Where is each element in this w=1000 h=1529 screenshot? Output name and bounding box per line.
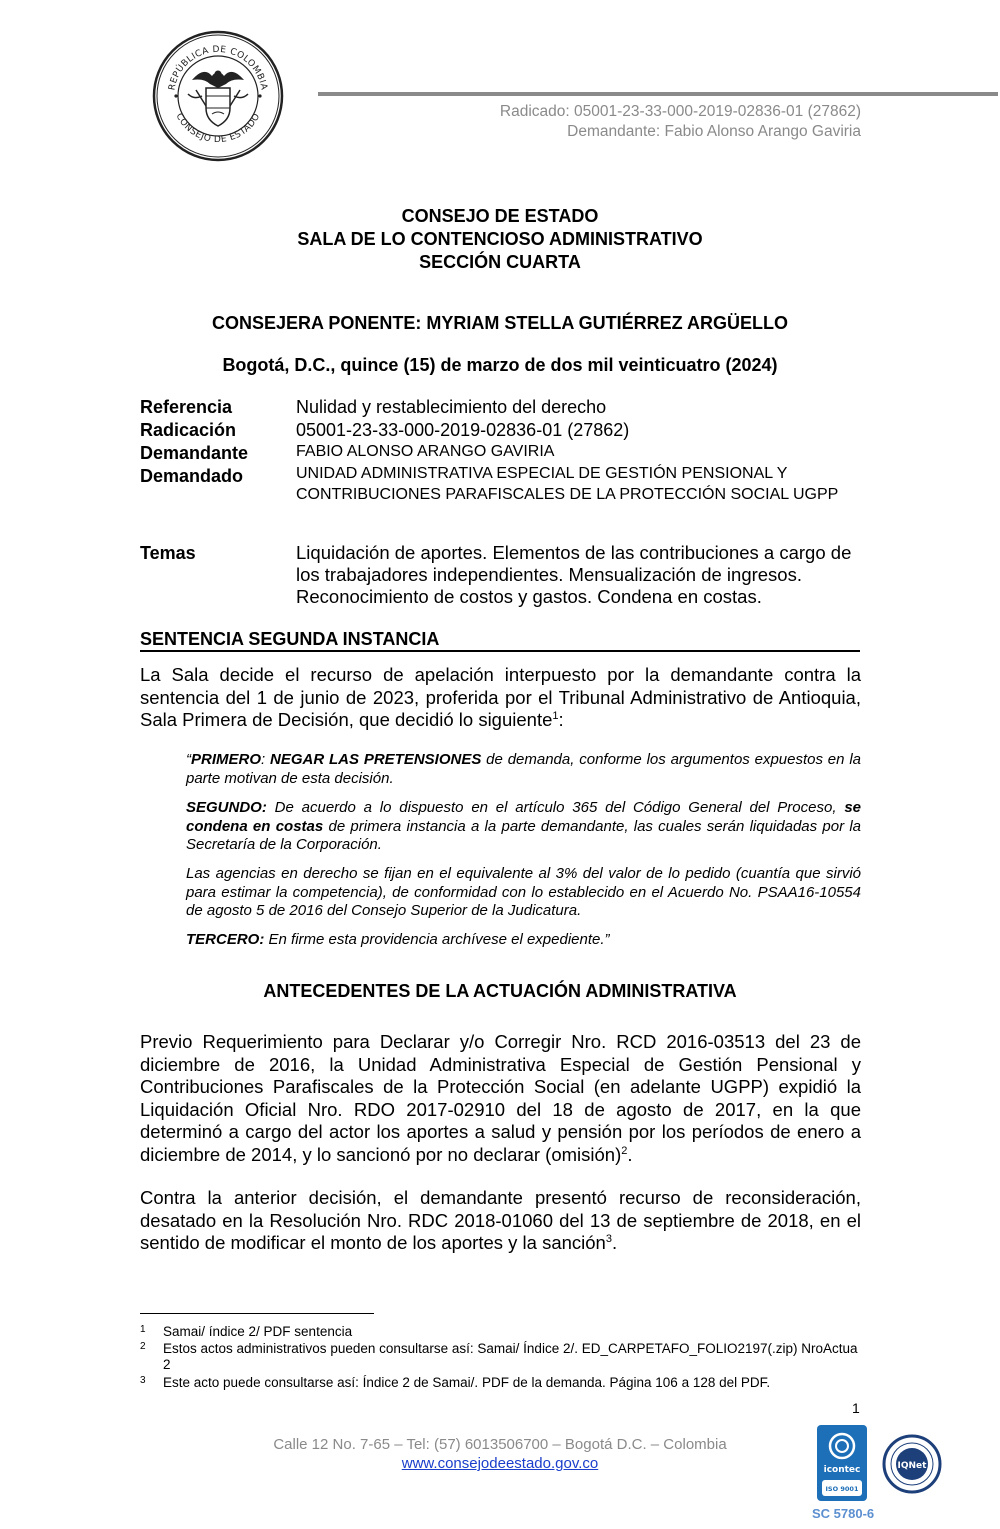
quote-agencias: Las agencias en derecho se fijan en el equivalente al 3% del valor de lo pedido (cuantía que sirvió para estimar la competencia), de conformidad con lo establecido en el Acuerdo No. PSAA16-10554 de agosto 5 de 2016 del Consejo Superior de la Judicatura. bbox=[186, 865, 861, 919]
icontec-logo bbox=[816, 1424, 868, 1502]
quote-segundo-label: SEGUNDO: bbox=[186, 799, 267, 816]
quote-negar-text: NEGAR LAS PRETENSIONES bbox=[270, 751, 482, 768]
quote-segundo bbox=[186, 799, 861, 855]
seal-graphic bbox=[152, 30, 284, 162]
footnote-number: 1 bbox=[140, 1324, 146, 1335]
demandado-value: UNIDAD ADMINISTRATIVA ESPECIAL DE GESTIÓN PENSIONAL Y CONTRIBUCIONES PARAFISCALES DE LA PROTECCIÓN SOCIAL UGPP bbox=[296, 465, 839, 503]
title-date: Bogotá, D.C., quince (15) de marzo de dos mil veinticuatro (2024) bbox=[222, 355, 778, 375]
antecedentes-p2-end: . bbox=[611, 1232, 618, 1253]
quote-primero-label: PRIMERO bbox=[191, 751, 262, 768]
title-sala: SALA DE LO CONTENCIOSO ADMINISTRATIVO bbox=[297, 229, 703, 249]
quote-tercero-label: TERCERO: bbox=[186, 931, 265, 948]
demandado-label: Demandado bbox=[140, 466, 244, 486]
antecedentes-heading: ANTECEDENTES DE LA ACTUACIÓN ADMINISTRATIVA bbox=[263, 981, 737, 1001]
sentencia-heading: SENTENCIA SEGUNDA INSTANCIA bbox=[140, 629, 440, 649]
quote-segundo-text-a: De acuerdo a lo dispuesto en el artículo 365 del Código General del Proceso, bbox=[266, 799, 845, 816]
antecedentes-p1-text: Previo Requerimiento para Declarar y/o Corregir Nro. RCD 2016-03513 del 23 de diciembre de 2016, la Unidad Administrativa Especial de Gestión Pensional y Contribuciones Parafiscales de la Protección Social (en adelante UGPP) expidió la Liquidación Oficial Nro. RDO 2017-02910 del 18 de agosto de 2017, en la que determinó a cargo del actor los aportes a salud y pensión por los períodos de enero a diciembre de 2014, y lo sancionó por no declarar (omisión) bbox=[140, 1031, 861, 1165]
title-seccion: SECCIÓN CUARTA bbox=[419, 252, 581, 272]
radicacion-value: 05001-23-33-000-2019-02836-01 (27862) bbox=[296, 420, 630, 440]
footer-address: Calle 12 No. 7-65 – Tel: (57) 6013506700 – Bogotá D.C. – Colombia bbox=[273, 1436, 727, 1453]
title-court: CONSEJO DE ESTADO bbox=[401, 206, 599, 226]
antecedentes-paragraph-2 bbox=[140, 1187, 861, 1255]
quote-open-mark: “ bbox=[186, 751, 191, 768]
quote-condena-text: se condena en costas bbox=[186, 799, 861, 835]
quote-primero-rest: de demanda, conforme los argumentos expuestos en la parte motivan de esta decisión. bbox=[186, 751, 861, 787]
icontec-label: icontec bbox=[823, 1465, 861, 1475]
antecedentes-p2-text: Contra la anterior decisión, el demandante presentó recurso de reconsideración, desatado en la Resolución Nro. RDC 2018-01060 del 13 de septiembre de 2018, en el sentido de modificar el monto de los aportes y la sanción bbox=[140, 1187, 861, 1253]
footnote-ref-1: 1 bbox=[552, 709, 559, 722]
header-radicado: Radicado: 05001-23-33-000-2019-02836-01 (27862) bbox=[499, 103, 861, 120]
iqnet-logo bbox=[882, 1434, 942, 1494]
footnote-text: Este acto puede consultarse así: Índice 2 de Samai/. PDF de la demanda. Página 106 a 128 del PDF. bbox=[163, 1375, 771, 1390]
quote-segundo-text-b: de primera instancia a la parte demandante, las cuales serán liquidadas por la Secretaría de la Corporación. bbox=[186, 817, 861, 853]
footnote-ref-3: 3 bbox=[605, 1232, 612, 1245]
seal-top-text: REPÚBLICA DE COLOMBIA bbox=[167, 44, 269, 92]
antecedentes-paragraph-1 bbox=[140, 1031, 861, 1166]
footnote-text: Estos actos administrativos pueden consultarse así: Samai/ Índice 2/. ED_CARPETAFO_FOLIO2197(.zip) NroActua 2 bbox=[163, 1341, 858, 1372]
sentencia-intro-end: : bbox=[558, 709, 564, 730]
footnote-rule bbox=[140, 1313, 374, 1314]
radicacion-label: Radicación bbox=[140, 420, 237, 440]
quote-tercero-rest: En firme esta providencia archívese el expediente.” bbox=[264, 931, 610, 948]
footnote-ref-2: 2 bbox=[621, 1144, 628, 1157]
sentencia-intro-paragraph bbox=[140, 664, 861, 732]
quote-primero bbox=[186, 751, 861, 788]
consejo-de-estado-seal bbox=[152, 30, 284, 162]
demandante-label: Demandante bbox=[140, 443, 249, 463]
footnote-number: 3 bbox=[140, 1375, 146, 1386]
sentencia-intro-text: La Sala decide el recurso de apelación interpuesto por la demandante contra la sentencia del 1 de junio de 2023, proferida por el Tribunal Administrativo de Antioquia, Sala Primera de Decisión, que decidió lo siguiente bbox=[140, 664, 861, 730]
seal-bottom-text: CONSEJO DE ESTADO bbox=[173, 111, 263, 146]
temas-value: Liquidación de aportes. Elementos de las contribuciones a cargo de los trabajadores independientes. Mensualización de ingresos. Reconocimiento de costos y gastos. Condena en costas. bbox=[296, 542, 852, 607]
demandante-value: FABIO ALONSO ARANGO GAVIRIA bbox=[296, 443, 555, 460]
header-demandante: Demandante: Fabio Alonso Arango Gaviria bbox=[567, 123, 861, 140]
footnote-text: Samai/ índice 2/ PDF sentencia bbox=[163, 1324, 353, 1339]
footer-website-link[interactable]: www.consejodeestado.gov.co bbox=[401, 1455, 599, 1472]
iso-label: ISO 9001 bbox=[825, 1485, 859, 1493]
footnote-number: 2 bbox=[140, 1341, 146, 1352]
temas-label: Temas bbox=[140, 543, 196, 563]
referencia-label: Referencia bbox=[140, 397, 233, 417]
iqnet-label: IQNet bbox=[897, 1461, 927, 1471]
title-ponente: CONSEJERA PONENTE: MYRIAM STELLA GUTIÉRREZ ARGÜELLO bbox=[211, 313, 789, 333]
sentencia-rule bbox=[140, 650, 860, 652]
referencia-value: Nulidad y restablecimiento del derecho bbox=[296, 397, 607, 417]
quote-tercero bbox=[186, 931, 861, 950]
antecedentes-p1-end: . bbox=[627, 1143, 633, 1165]
page-number: 1 bbox=[852, 1400, 860, 1416]
header-rule bbox=[318, 92, 998, 96]
quote-primero-colon: : bbox=[261, 751, 271, 768]
sc-certification-code: SC 5780-6 bbox=[812, 1506, 875, 1521]
